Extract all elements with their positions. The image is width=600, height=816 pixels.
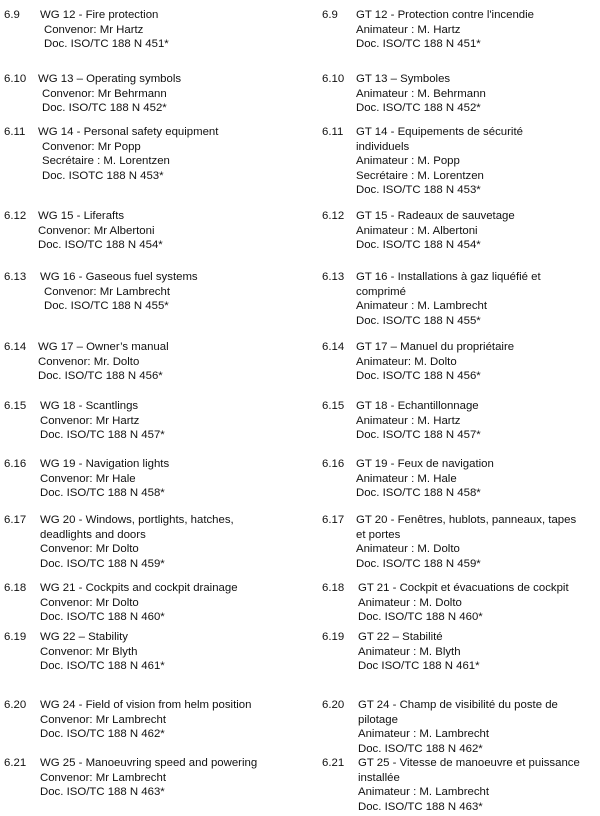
- item-doc-ref: Doc. ISO/TC 188 N 454*: [38, 239, 163, 252]
- item-title: WG 22 – Stability: [40, 631, 128, 643]
- item-animateur: Animateur : M. Hale: [356, 472, 457, 485]
- item-doc-ref: Doc. ISO/TC 188 N 458*: [40, 487, 165, 500]
- item-doc-ref: Doc. ISO/TC 188 N 451*: [44, 38, 169, 51]
- item-title: WG 18 - Scantlings: [40, 400, 139, 412]
- item-animateur: Animateur : M. Dolto: [356, 543, 460, 556]
- item-number: 6.12: [4, 210, 27, 222]
- item-number: 6.18: [322, 582, 345, 594]
- item-convenor: Convenor: Mr Lambrecht: [40, 713, 166, 726]
- item-convenor: Convenor: Mr Hale: [40, 472, 136, 485]
- item-animateur: Animateur : M. Blyth: [358, 645, 461, 658]
- item-title: GT 18 - Echantillonnage: [356, 400, 479, 412]
- item-convenor: Convenor: Mr Blyth: [40, 645, 138, 658]
- item-doc-ref: Doc. ISO/TC 188 N 460*: [40, 611, 165, 624]
- item-title: WG 17 – Owner’s manual: [38, 341, 169, 353]
- item-number: 6.20: [4, 699, 27, 711]
- item-title-continued: comprimé: [356, 285, 407, 298]
- item-animateur: Animateur : M. Albertoni: [356, 224, 478, 237]
- item-doc-ref: Doc. ISO/TC 188 N 459*: [356, 557, 481, 570]
- item-doc-ref: Doc. ISO/TC 188 N 459*: [40, 557, 165, 570]
- item-animateur: Animateur : M. Lambrecht: [358, 728, 490, 741]
- item-doc-ref: Doc. ISO/TC 188 N 463*: [358, 800, 483, 813]
- item-number: 6.11: [322, 126, 344, 138]
- item-title: GT 16 - Installations à gaz liquéfié et: [356, 271, 541, 283]
- item-title-continued: deadlights and doors: [40, 528, 146, 541]
- item-doc-ref: Doc. ISO/TC 188 N 451*: [356, 38, 481, 51]
- item-number: 6.17: [4, 514, 27, 526]
- item-animateur: Animateur : M. Lambrecht: [358, 786, 490, 799]
- item-title-continued: pilotage: [358, 713, 398, 726]
- item-number: 6.20: [322, 699, 345, 711]
- item-number: 6.19: [322, 631, 345, 643]
- item-convenor: Convenor: Mr Hartz: [44, 23, 144, 36]
- item-number: 6.18: [4, 582, 27, 594]
- item-animateur: Animateur : M. Hartz: [356, 414, 461, 427]
- item-animateur: Animateur: M. Dolto: [356, 355, 457, 368]
- item-doc-ref: Doc. ISO/TC 188 N 456*: [356, 370, 481, 383]
- item-title-continued: individuels: [356, 140, 410, 153]
- item-doc-ref: Doc. ISO/TC 188 N 461*: [40, 660, 165, 673]
- item-number: 6.11: [4, 126, 26, 138]
- item-number: 6.15: [322, 400, 345, 412]
- item-title: GT 24 - Champ de visibilité du poste de: [358, 699, 558, 711]
- item-convenor: Convenor: Mr Hartz: [40, 414, 140, 427]
- item-doc-ref: Doc. ISO/TC 188 N 454*: [356, 239, 481, 252]
- item-convenor: Convenor: Mr Dolto: [40, 596, 139, 609]
- item-number: 6.10: [4, 73, 27, 85]
- item-title: WG 16 - Gaseous fuel systems: [40, 271, 198, 283]
- item-number: 6.16: [4, 458, 27, 470]
- item-number: 6.21: [322, 757, 345, 769]
- item-title: WG 13 – Operating symbols: [38, 73, 182, 85]
- item-doc-ref: Doc. ISO/TC 188 N 457*: [40, 429, 165, 442]
- item-number: 6.16: [322, 458, 345, 470]
- item-number: 6.13: [4, 271, 27, 283]
- item-secretary: Secrétaire : M. Lorentzen: [356, 169, 484, 182]
- item-doc-ref: Doc. ISO/TC 188 N 452*: [356, 102, 481, 115]
- item-title: WG 12 - Fire protection: [40, 9, 159, 21]
- item-doc-ref: Doc. ISO/TC 188 N 458*: [356, 487, 481, 500]
- item-number: 6.12: [322, 210, 345, 222]
- item-animateur: Animateur : M. Hartz: [356, 23, 461, 36]
- item-title: GT 20 - Fenêtres, hublots, panneaux, tapes: [356, 514, 577, 526]
- item-title-continued: installée: [358, 771, 400, 784]
- item-title: GT 19 - Feux de navigation: [356, 458, 494, 470]
- item-convenor: Convenor: Mr Behrmann: [42, 87, 167, 100]
- item-convenor: Convenor: Mr. Dolto: [38, 355, 140, 368]
- item-title: WG 25 - Manoeuvring speed and powering: [40, 757, 258, 769]
- item-convenor: Convenor: Mr Popp: [42, 140, 141, 153]
- item-convenor: Convenor: Mr Dolto: [40, 543, 139, 556]
- item-title: WG 15 - Liferafts: [38, 210, 125, 222]
- item-doc-ref: Doc. ISO/TC 188 N 455*: [356, 314, 481, 327]
- item-number: 6.21: [4, 757, 27, 769]
- item-title: GT 13 – Symboles: [356, 73, 451, 85]
- item-title: GT 25 - Vitesse de manoeuvre et puissance: [358, 757, 580, 769]
- item-number: 6.9: [322, 9, 338, 21]
- item-title: WG 19 - Navigation lights: [40, 458, 170, 470]
- item-animateur: Animateur : M. Behrmann: [356, 87, 486, 100]
- item-doc-ref: Doc. ISOTC 188 N 453*: [42, 169, 164, 182]
- item-convenor: Convenor: Mr Albertoni: [38, 224, 155, 237]
- item-title: WG 20 - Windows, portlights, hatches,: [40, 514, 234, 526]
- item-secretary: Secrétaire : M. Lorentzen: [42, 155, 170, 168]
- item-title: GT 21 - Cockpit et évacuations de cockpit: [358, 582, 569, 594]
- item-title: GT 17 – Manuel du propriétaire: [356, 341, 515, 353]
- item-title: GT 14 - Equipements de sécurité: [356, 126, 523, 138]
- item-animateur: Animateur : M. Dolto: [358, 596, 462, 609]
- item-doc-ref: Doc. ISO/TC 188 N 463*: [40, 786, 165, 799]
- item-title: WG 24 - Field of vision from helm position: [40, 699, 252, 711]
- item-doc-ref: Doc. ISO/TC 188 N 452*: [42, 102, 167, 115]
- item-number: 6.19: [4, 631, 27, 643]
- item-title: WG 14 - Personal safety equipment: [38, 126, 219, 138]
- item-title: GT 12 - Protection contre l'incendie: [356, 9, 534, 21]
- item-number: 6.10: [322, 73, 345, 85]
- item-number: 6.17: [322, 514, 345, 526]
- item-doc-ref: Doc ISO/TC 188 N 461*: [358, 660, 480, 673]
- item-number: 6.15: [4, 400, 27, 412]
- item-number: 6.14: [322, 341, 345, 353]
- item-title-continued: et portes: [356, 528, 401, 541]
- item-title: WG 21 - Cockpits and cockpit drainage: [40, 582, 238, 594]
- item-doc-ref: Doc. ISO/TC 188 N 455*: [44, 300, 169, 313]
- item-number: 6.13: [322, 271, 345, 283]
- item-doc-ref: Doc. ISO/TC 188 N 462*: [40, 728, 165, 741]
- item-title: GT 15 - Radeaux de sauvetage: [356, 210, 515, 222]
- item-number: 6.14: [4, 341, 27, 353]
- item-doc-ref: Doc. ISO/TC 188 N 453*: [356, 184, 481, 197]
- item-doc-ref: Doc. ISO/TC 188 N 457*: [356, 429, 481, 442]
- item-animateur: Animateur : M. Popp: [356, 155, 460, 168]
- item-doc-ref: Doc. ISO/TC 188 N 460*: [358, 611, 483, 624]
- item-convenor: Convenor: Mr Lambrecht: [44, 285, 170, 298]
- item-doc-ref: Doc. ISO/TC 188 N 456*: [38, 370, 163, 383]
- item-doc-ref: Doc. ISO/TC 188 N 462*: [358, 742, 483, 755]
- item-convenor: Convenor: Mr Lambrecht: [40, 771, 166, 784]
- item-animateur: Animateur : M. Lambrecht: [356, 300, 488, 313]
- item-number: 6.9: [4, 9, 20, 21]
- item-title: GT 22 – Stabilité: [358, 631, 443, 643]
